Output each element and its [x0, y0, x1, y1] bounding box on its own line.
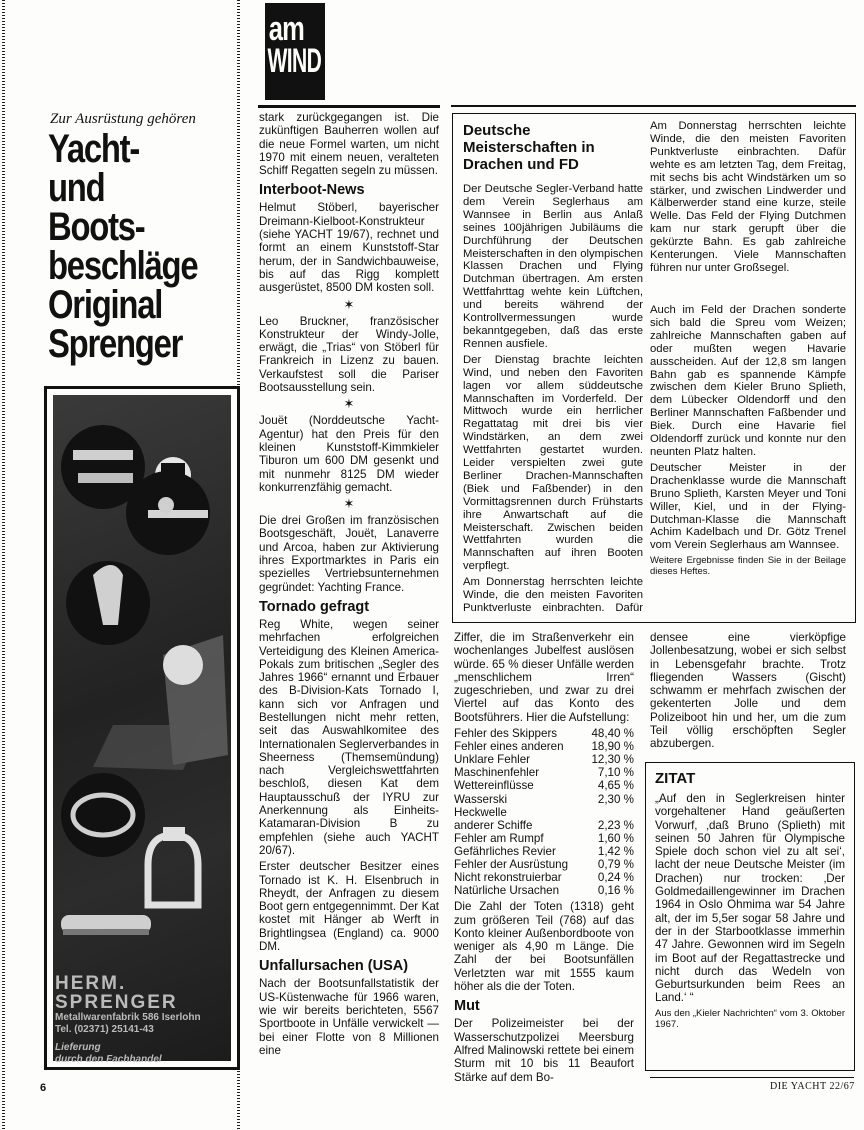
ad-headline-line: Original	[48, 283, 163, 327]
stats-label: Unklare Fehler	[454, 753, 531, 767]
stats-row	[454, 753, 634, 766]
ad-company-block	[55, 975, 231, 1066]
stats-label: Gefährliches Revier	[454, 844, 556, 858]
masthead-line-wind: WIND	[267, 42, 322, 80]
zitat-content	[655, 770, 845, 1033]
paragraph: Am Donnerstag herrschten leichte Winde, die den meisten Favoriten Punktverluste einbrachten. Dafür	[463, 576, 643, 614]
ad-headline-line: und	[48, 166, 105, 210]
stats-label: Fehler des Skippers	[454, 727, 558, 741]
ad-headline-line: Yacht-	[48, 127, 140, 171]
delivery-line: durch den Fachhandel	[55, 1054, 162, 1065]
stats-label: Wasserski	[454, 792, 508, 806]
star-separator: ✶	[343, 296, 355, 312]
stats-label: Wettereinflüsse	[454, 779, 534, 793]
stats-value: 12,30 %	[591, 753, 634, 767]
heading-mut: Mut	[454, 998, 480, 1015]
stats-label: Maschinenfehler	[454, 766, 540, 780]
ad-tagline: Zur Ausrüstung gehören	[50, 111, 196, 127]
stats-row	[454, 858, 634, 871]
paragraph: Deutscher Meister in der Drachenklasse wurde die Mannschaft Bruno Splieth, Karsten Meyer und Toni Willer, Kiel, und in der Flying-Dutchman-Klasse die Mannschaft Achim Kadelbach und Dr. Götz Trenel vom Verein Seglerhaus am Wannsee.	[650, 461, 846, 552]
stats-row	[454, 727, 634, 740]
masthead-line-am: am	[268, 10, 305, 48]
ad-image-frame	[44, 386, 240, 1070]
ad-headline-line: Sprenger	[48, 322, 183, 366]
masthead-rule	[451, 105, 856, 107]
stats-value: 0,16 %	[597, 884, 634, 898]
heading-tornado: Tornado gefragt	[259, 598, 370, 615]
stats-row	[454, 884, 634, 897]
paragraph: Die Zahl der Toten (1318) geht zum größeren Teil (768) auf das Konto kleiner Außenbordboote von weniger als 4,90 m Länge. Die Zahl der bei Bootsunfällen Verletzten war mit 1555 kaum höher als die der Toten.	[454, 900, 634, 994]
stats-value: 2,23 %	[597, 818, 634, 832]
accident-stats-table	[454, 727, 634, 897]
stats-row	[454, 766, 634, 779]
stats-value: 0,79 %	[597, 858, 634, 872]
stats-value	[585, 806, 634, 819]
stats-label: Natürliche Ursachen	[454, 884, 560, 898]
paragraph: Erster deutscher Besitzer eines Tornado ist K. H. Elsenbruch in Rheydt, der Anfragen zu diesem Boot gern entgegennimmt. Der Kat kostet mit Hänger ab Werft in Brightlingsea (England) ca. 9000 DM.	[259, 860, 439, 954]
zitat-title: ZITAT	[655, 770, 696, 787]
ad-photo	[53, 395, 231, 1061]
paragraph: Helmut Stöberl, bayerischer Dreimann-Kielboot-Konstrukteur (siehe YACHT 19/67), rechnet und formt an einem Kunststoff-Star herum, der in Sandwichbauweise, bis auf das Rigg komplett ausgerüstet, 8500 DM kosten soll.	[259, 201, 439, 295]
heading-interboot: Interboot-News	[259, 182, 365, 199]
box-column-left	[463, 118, 643, 618]
column-1	[259, 111, 439, 1060]
results-note: Weitere Ergebnisse finden Sie in der Beilage dieses Heftes.	[650, 555, 846, 578]
paragraph: Der Dienstag brachte leichten Wind, und neben den Favoriten lagen vor allem süddeutsche Mannschaften im Vorderfeld. Der Mittwoch wurde ein herrlicher Regattatag mit drei bis vier Windstärken, an dem zwei Wettfahrten gestartet wurden. Leider verspielten zwei gute Berliner Drachen-Mannschaften (Biek und Faßbender) in den Vormittagsrennen durch Frühstarts ihre Anwartschaft auf die Meisterschaft. Zwischen beiden Wettfahrten wurden die Mannschaften auf ihren Booten verpflegt.	[463, 353, 643, 573]
paragraph: densee eine vierköpfige Jollenbesatzung, wobei er sich selbst in Lebensgefahr brachte. Trotz fliegenden Wassers (Gischt) schwamm er mehrfach zwischen der gekenterten Jolle und dem Polizeiboot hin und her, um die zum Teil völlig erschöpften Segler abzubergen.	[650, 631, 846, 751]
company-name: HERM.	[55, 973, 127, 994]
stats-value: 48,40 %	[591, 727, 634, 741]
box-title: Deutsche Meisterschaften in Drachen und FD	[463, 122, 595, 173]
stats-value: 7,10 %	[597, 766, 634, 780]
paragraph: Am Donnerstag herrschten leichte Winde, die den meisten Favoriten Punktverluste einbrachten. Dafür wehte es am letzten Tag, dem Freitag, mit sechs bis acht Windstärken um so stärker, und zwischen Lindwerder und Kälberwerder stand eine kurze, steile Welle. Das Feld der Flying Dutchmen kam nur stark gerupft über die gekürzte Bahn. Es gab zahlreiche Kenterungen. Viele Mannschaften führen nur unter Großsegel.	[650, 120, 846, 274]
stats-label: Nicht rekonstruierbar	[454, 871, 562, 885]
magazine-issue: DIE YACHT 22/67	[770, 1081, 855, 1092]
heading-unfall: Unfallursachen (USA)	[259, 958, 409, 975]
stats-value: 1,42 %	[597, 844, 634, 858]
stats-value: 4,65 %	[597, 779, 634, 793]
stats-label: Fehler der Ausrüstung	[454, 858, 569, 872]
stats-value: 2,30 %	[597, 792, 634, 806]
company-name: SPRENGER	[55, 992, 178, 1013]
paragraph: Reg White, wegen seiner mehrfachen erfolgreichen Verteidigung des Kleinen America-Pokals zum britischen „Segler des Jahres 1966“ ernannt und Erbauer des B-Division-Kats Tornado I, kann sich vor Anfragen und Bestellungen nicht mehr retten, seit das Auswahlkomitee des Internationalen Seglerverbandes in Sheerness (Themsemündung) nach Vergleichswettfahrten beschloß, diesen Kat dem Hauptausschuß der IYRU zur Anerkennung als Einheits-Katamaran-Division B zu empfehlen (siehe auch YACHT 20/67).	[259, 617, 439, 857]
paragraph: Der Polizeimeister bei der Wasserschutzpolizei Meersburg Alfred Malinowski rettete bei einem Sturm mit 10 bis 11 Beaufort Stärke auf dem Bo-	[454, 1017, 634, 1084]
ad-headline-line: Boots-	[48, 205, 145, 249]
binding-edge	[2, 0, 5, 1130]
article-continuation: stark zurückgegangen ist. Die zukünftigen Bauherren wollen auf die neue Formel warten, um nicht 1970 mit einem neuen, veralteten Schiff Regatten segeln zu müssen.	[259, 111, 439, 178]
delivery-note	[55, 1042, 231, 1066]
stats-row	[454, 779, 634, 792]
stats-value: 18,90 %	[591, 740, 634, 754]
stats-label: Heckwelle	[454, 805, 507, 819]
column-2	[454, 631, 634, 1087]
section-masthead	[265, 3, 325, 100]
paragraph: Jouët (Norddeutsche Yacht-Agentur) hat den Preis für den kleinen Kunststoff-Kimmkieler Tiburon um 600 DM gesenkt und mit nunmehr 8125 DM wieder konkurrenzfähig gemacht.	[259, 414, 439, 494]
page-number: 6	[40, 1082, 47, 1094]
stats-row	[454, 845, 634, 858]
paragraph: Der Deutsche Segler-Verband hatte dem Verein Seglerhaus am Wannsee in Berlin aus Anlaß seines 100jährigen Jubiläums die Durchführung der Deutschen Meisterschaften in den olympischen Klassen Drachen und Flying Dutchman übertragen. Am ersten Wettfahrttag wehte kein Lüftchen, und bereits während der Kontrollvermessungen wurde bekanntgegeben, daß das erste Rennen ausfiele.	[463, 183, 643, 350]
delivery-line: Lieferung	[55, 1042, 101, 1053]
paragraph: Auch im Feld der Drachen sonderte sich bald die Spreu vom Weizen; zahlreiche Mannschaften gaben auf oder mußten wegen Havarie ausscheiden. Auf der 12,8 sm langen Bahn gab es spannende Kämpfe zwischen dem Kieler Bruno Splieth, dem Lübecker Oldendorff und den Berliner Mannschaften Faßbender und Biek. Durch eine Havarie fiel Oldendorff zurück und konnte nur den neunten Platz halten.	[650, 304, 846, 458]
stats-row	[454, 740, 634, 753]
zitat-source: Aus den „Kieler Nachrichten“ vom 3. Oktober 1967.	[655, 1007, 845, 1030]
paragraph: Die drei Großen im französischen Bootsgeschäft, Jouët, Lanaverre und Arcoa, haben zur Aktivierung ihres Exportmarktes in Paris ein spezielles Vertriebsunternehmen gegründet: Yachting France.	[259, 514, 439, 594]
paragraph: Ziffer, die im Straßenverkehr ein wochenlanges Jubelfest auslösen würde. 65 % dieser Unfälle werden „menschlichem Irren“ zugeschrieben, und zwar zu drei Viertel auf das Konto des Bootsführers. Hier die Aufstellung:	[454, 631, 634, 724]
stats-label: Fehler eines anderen	[454, 740, 564, 754]
column-3	[650, 631, 846, 754]
company-phone: Tel. (02371) 25141-43	[55, 1024, 154, 1035]
star-separator: ✶	[343, 496, 355, 512]
stats-row	[454, 819, 634, 832]
stats-value: 0,24 %	[597, 871, 634, 885]
stats-label: Fehler am Rumpf	[454, 831, 544, 845]
paragraph: Nach der Bootsunfallstatistik der US-Küstenwache für 1966 waren, wie wir bereits berichteten, 5567 Sportboote in Unfälle verwickelt — bei einer Flotte von 8 Millionen eine	[259, 977, 439, 1057]
stats-row	[454, 871, 634, 884]
stats-row	[454, 832, 634, 845]
ad-headline	[48, 127, 204, 366]
stats-label: anderer Schiffe	[454, 818, 533, 832]
paragraph: Leo Bruckner, französischer Konstrukteur der Windy-Jolle, erwägt, die „Trias“ von Stöberl für Frankreich in Lizenz zu bauen. Verkaufstest soll die Pariser Bootsausstellung sein.	[259, 314, 439, 395]
masthead-rule	[258, 105, 440, 108]
zitat-text: „Auf den in Seglerkreisen hinter vorgehaltener Hand geäußerten Vorwurf, ‚daß Bruno (Splieth) mit seinen 50 Jahren für Olympische Spiele doch schon viel zu alt sei‘, lacht der neue Deutsche Meister (im Drachen) nur trocken: ‚Der Goldmedaillengewinner im Drachen 1964 in Oslo Ohmima war 54 Jahre alt, der im 5,5er sogar 58 Jahre und der in der Starbootklasse immerhin 47 Jahre. Gewonnen wird im Segeln im Boot auf der Regattastrecke und nicht durch das Wedeln von Geburtsurkunden beim Rees an Land.‘ “	[655, 792, 845, 1005]
fittings-illustration	[53, 395, 231, 1061]
ad-headline-line: beschläge	[48, 244, 198, 288]
footer-rule	[650, 1077, 854, 1078]
stats-row	[454, 806, 634, 819]
stats-row	[454, 793, 634, 806]
star-separator: ✶	[343, 396, 355, 412]
box-column-right	[650, 120, 846, 580]
company-line: Metallwarenfabrik 586 Iserlohn	[55, 1012, 201, 1023]
stats-value: 1,60 %	[597, 831, 634, 845]
